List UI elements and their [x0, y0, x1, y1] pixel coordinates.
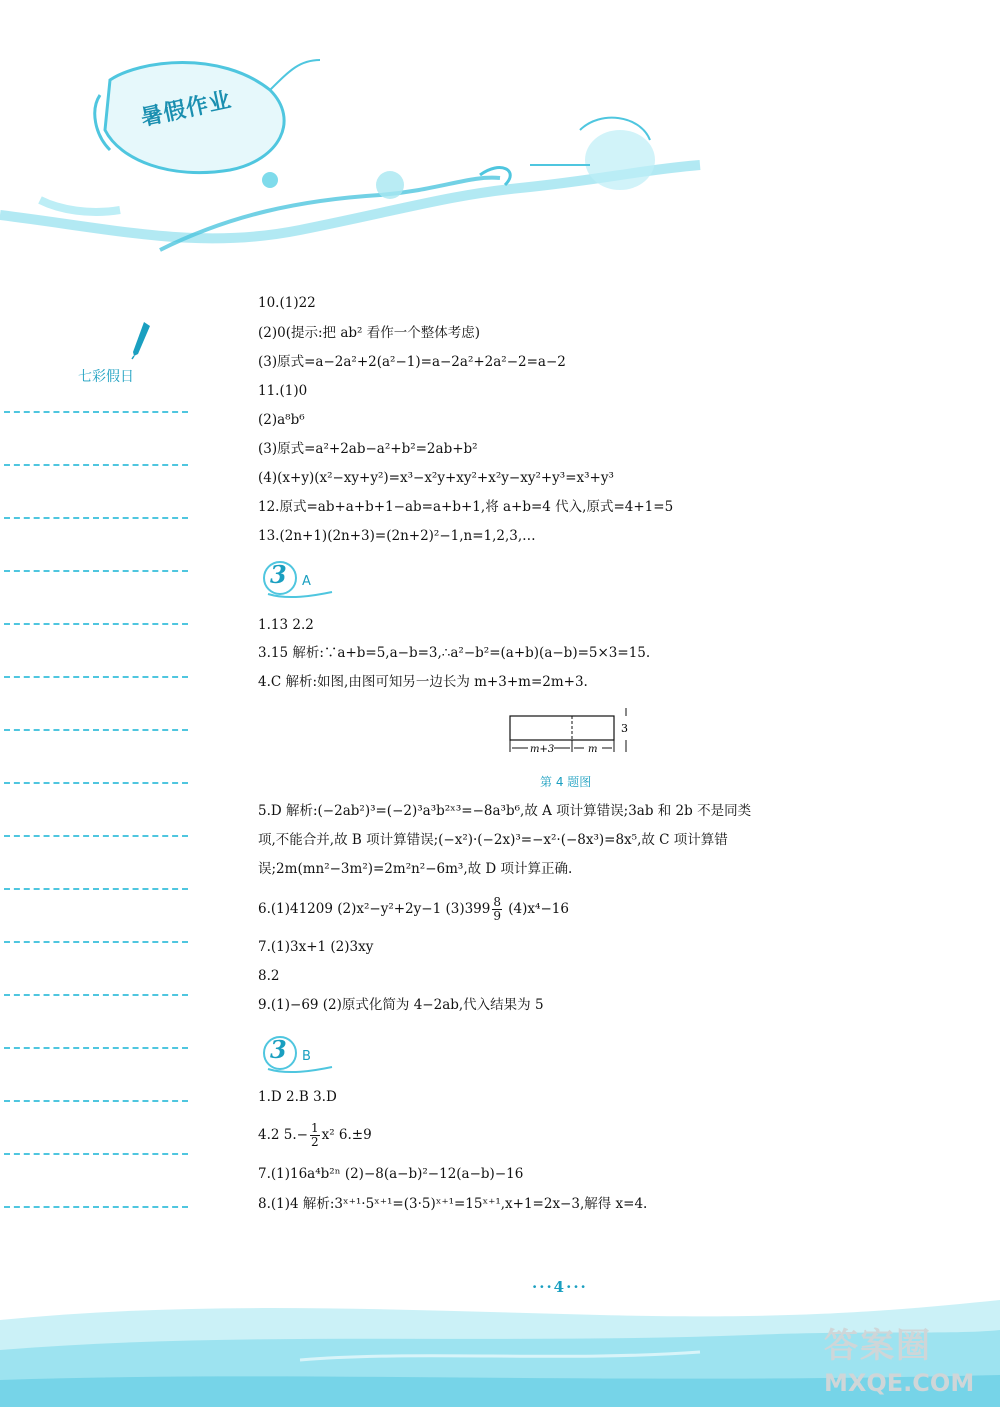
section-a-mark — [258, 560, 338, 596]
section-b-mark — [258, 1035, 338, 1071]
answer-line: 1.13 2.2 — [258, 617, 314, 633]
watermark-url: MXQE.COM — [824, 1369, 975, 1397]
section-number: 3 — [270, 560, 287, 589]
fraction-denominator: 9 — [493, 909, 501, 923]
section-letter: A — [302, 574, 311, 589]
answer-line: 12.原式=ab+a+b+1−ab=a+b+1,将 a+b=4 代入,原式=4+1=5 — [258, 499, 674, 515]
fraction-denominator: 2 — [310, 1135, 319, 1149]
answer-line: 5.D 解析:(−2ab²)³=(−2)³a³b²ˣ³=−8a³b⁶,故 A 项计算错误;3ab 和 2b 不是同类 — [258, 803, 752, 819]
watermark — [824, 1318, 974, 1397]
section-letter: B — [302, 1049, 311, 1064]
answer-line-q6 — [258, 896, 569, 923]
note-line — [4, 994, 188, 996]
answer-line: 1.D 2.B 3.D — [258, 1089, 337, 1105]
note-line — [4, 888, 188, 890]
q4b-prefix: 4.2 5.− — [258, 1127, 308, 1143]
rectangle-figure — [508, 706, 648, 760]
answer-line: (2)a⁸b⁶ — [258, 412, 305, 428]
note-line — [4, 1047, 188, 1049]
figure-caption: 第 4 题图 — [540, 775, 592, 789]
answer-line: 8.2 — [258, 968, 280, 984]
q6-prefix: 6.(1)41209 (2)x²−y²+2y−1 (3)399 — [258, 901, 491, 917]
note-line — [4, 464, 188, 466]
answer-line: 7.(1)3x+1 (2)3xy — [258, 939, 374, 955]
watermark-text: 答案圈 — [824, 1326, 932, 1366]
fraction — [492, 896, 502, 923]
answer-line: 13.(2n+1)(2n+3)=(2n+2)²−1,n=1,2,3,… — [258, 528, 536, 544]
answer-line: 7.(1)16a⁴b²ⁿ (2)−8(a−b)²−12(a−b)−16 — [258, 1166, 524, 1182]
note-line — [4, 517, 188, 519]
sidebar-label: 七彩假日 — [78, 369, 134, 385]
fraction-numerator: 1 — [310, 1121, 319, 1135]
note-line — [4, 623, 188, 625]
answer-line: 3.15 解析:∵a+b=5,a−b=3,∴a²−b²=(a+b)(a−b)=5×3=15. — [258, 645, 651, 661]
note-line — [4, 570, 188, 572]
answer-line: 误;2m(mn²−3m²)=2m²n²−6m³,故 D 项计算正确. — [258, 861, 573, 877]
answer-line: 11.(1)0 — [258, 383, 308, 399]
note-line — [4, 676, 188, 678]
section-number: 3 — [270, 1035, 287, 1064]
note-line — [4, 782, 188, 784]
answer-line: 9.(1)−69 (2)原式化简为 4−2ab,代入结果为 5 — [258, 997, 544, 1013]
header-decoration — [0, 0, 1000, 270]
answer-line-q4b — [258, 1122, 372, 1149]
fraction — [310, 1122, 320, 1149]
note-line — [4, 835, 188, 837]
answer-line: 4.C 解析:如图,由图可知另一边长为 m+3+m=2m+3. — [258, 674, 588, 690]
q6-suffix: (4)x⁴−16 — [504, 901, 569, 917]
note-line — [4, 1153, 188, 1155]
fraction-numerator: 8 — [493, 895, 501, 909]
answer-line: (3)原式=a−2a²+2(a²−1)=a−2a²+2a²−2=a−2 — [258, 354, 566, 370]
answer-line: (3)原式=a²+2ab−a²+b²=2ab+b² — [258, 441, 478, 457]
figure-label-m3: m+3 — [530, 744, 555, 755]
answer-line: 10.(1)22 — [258, 295, 316, 311]
answer-line: (2)0(提示:把 ab² 看作一个整体考虑) — [258, 325, 480, 341]
note-line — [4, 1100, 188, 1102]
note-line — [4, 729, 188, 731]
page-number: ···4··· — [532, 1278, 588, 1296]
header-title: 暑假作业 — [138, 87, 235, 132]
pen-icon — [130, 320, 152, 360]
answer-line: (4)(x+y)(x²−xy+y²)=x³−x²y+xy²+x²y−xy²+y³=x³+y³ — [258, 470, 614, 486]
note-line — [4, 411, 188, 413]
answer-line: 项,不能合并,故 B 项计算错误;(−x²)·(−2x)³=−x²·(−8x³)=8x⁵,故 C 项计算错 — [258, 832, 728, 848]
figure-label-3: 3 — [621, 722, 628, 735]
q4b-suffix: x² 6.±9 — [321, 1127, 372, 1143]
note-line — [4, 941, 188, 943]
figure-label-m: m — [588, 744, 598, 755]
answer-line: 8.(1)4 解析:3ˣ⁺¹·5ˣ⁺¹=(3·5)ˣ⁺¹=15ˣ⁺¹,x+1=2x−3,解得 x=4. — [258, 1196, 648, 1212]
note-line — [4, 1206, 188, 1208]
